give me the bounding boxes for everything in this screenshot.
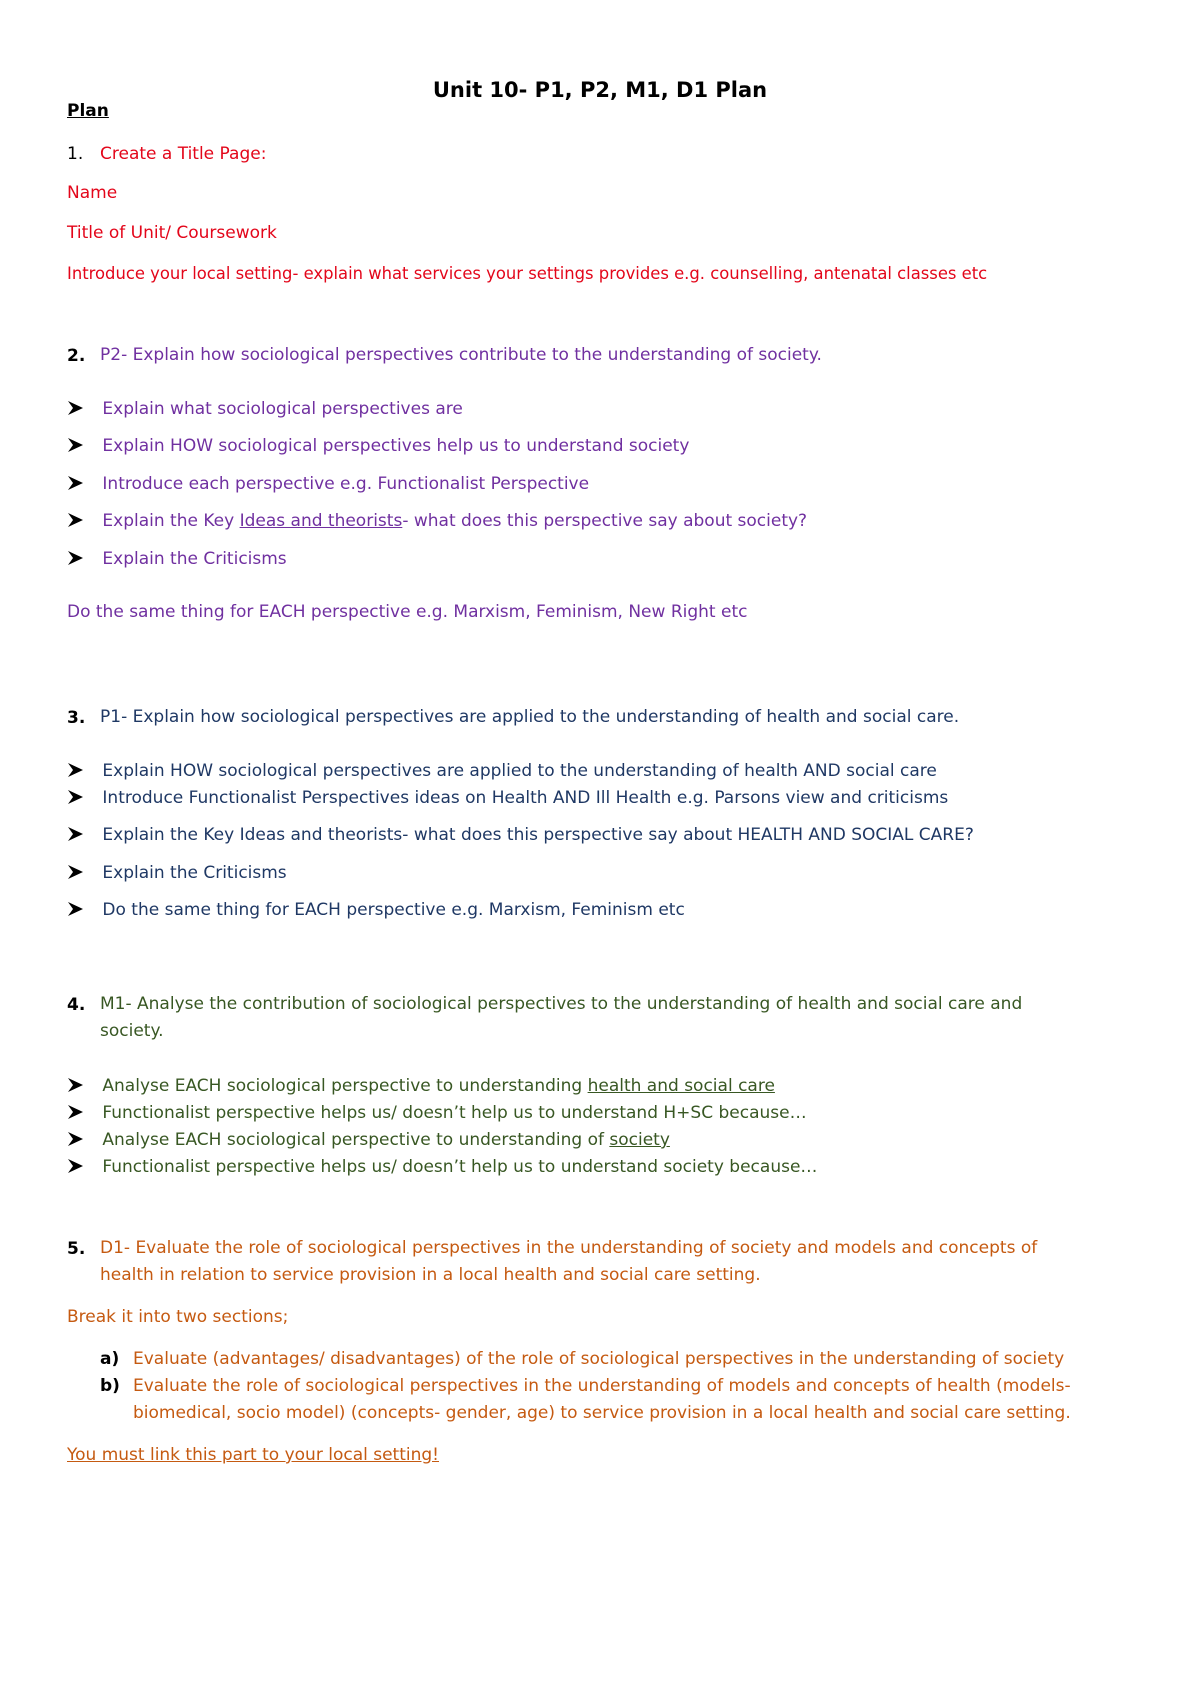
list-label-b: b) — [100, 1376, 120, 1396]
bullet-text: Explain the Key — [102, 511, 240, 531]
section-3-heading: P1- Explain how sociological perspectives are applied to the understanding of health and social care. — [100, 707, 960, 727]
arrowhead-bullet-icon — [67, 1077, 85, 1093]
section-2-footer: Do the same thing for EACH perspective e.g. Marxism, Feminism, New Right etc — [67, 602, 748, 622]
arrowhead-bullet-icon — [67, 762, 85, 778]
arrowhead-bullet-icon — [67, 550, 85, 566]
arrowhead-bullet-icon — [67, 400, 85, 416]
arrowhead-bullet-icon — [67, 789, 85, 805]
plan-heading-text: Plan — [67, 101, 109, 121]
bullet-text: Do the same thing for EACH perspective e.g. Marxism, Feminism etc — [102, 900, 685, 920]
document-title: Unit 10- P1, P2, M1, D1 Plan — [432, 78, 768, 102]
section-5-number: 5. — [67, 1239, 86, 1259]
section-3-bullet — [67, 900, 685, 920]
section-3-number: 3. — [67, 708, 86, 728]
arrowhead-bullet-icon — [67, 901, 85, 917]
bullet-text: Explain HOW sociological perspectives are applied to the understanding of health AND social care — [102, 761, 937, 781]
arrowhead-bullet-icon — [67, 512, 85, 528]
section-5-item-b-continued: biomedical, socio model) (concepts- gender, age) to service provision in a local health and social care setting. — [133, 1403, 1071, 1423]
section-4-bullet — [67, 1157, 817, 1177]
section-2-bullet — [67, 474, 589, 494]
bullet-text: Explain what sociological perspectives are — [102, 399, 463, 419]
arrowhead-bullet-icon — [67, 864, 85, 880]
section-5-heading-continued: health in relation to service provision in a local health and social care setting. — [100, 1265, 761, 1285]
section-4-bullet — [67, 1076, 775, 1096]
bullet-text: - what does this perspective say about society? — [402, 511, 808, 531]
section-2-bullet — [67, 549, 287, 569]
section-4-number: 4. — [67, 995, 86, 1015]
section-3-bullet — [67, 788, 948, 808]
list-label-a: a) — [100, 1349, 120, 1369]
section-4-heading: M1- Analyse the contribution of sociological perspectives to the understanding of health and social care and — [100, 994, 1023, 1014]
bullet-text: Introduce each perspective e.g. Functionalist Perspective — [102, 474, 590, 494]
section-1-heading: Create a Title Page: — [100, 144, 267, 164]
section-5-footer — [67, 1445, 439, 1465]
section-5-footer-text: You must link this part to your local setting! — [67, 1445, 439, 1465]
section-3-bullet — [67, 863, 287, 883]
underlined-text: society — [609, 1130, 670, 1150]
bullet-text: Functionalist perspective helps us/ doesn’t help us to understand society because… — [102, 1157, 818, 1177]
section-5-heading: D1- Evaluate the role of sociological perspectives in the understanding of society and models and concepts of — [100, 1238, 1038, 1258]
arrowhead-bullet-icon — [67, 1131, 85, 1147]
arrowhead-bullet-icon — [67, 1158, 85, 1174]
arrowhead-bullet-icon — [67, 437, 85, 453]
section-4-bullet — [67, 1130, 670, 1150]
section-2-bullet — [67, 399, 463, 419]
bullet-text: Explain HOW sociological perspectives help us to understand society — [102, 436, 690, 456]
arrowhead-bullet-icon — [67, 826, 85, 842]
section-1-number: 1. — [67, 144, 84, 164]
arrowhead-bullet-icon — [67, 1104, 85, 1120]
section-5-item-b: Evaluate the role of sociological perspectives in the understanding of models and concepts of health (models- — [133, 1376, 1071, 1396]
section-1-line: Name — [67, 183, 118, 203]
bullet-text: Functionalist perspective helps us/ doesn’t help us to understand H+SC because… — [102, 1103, 807, 1123]
section-2-number: 2. — [67, 346, 86, 366]
bullet-text: Analyse EACH sociological perspective to understanding of — [102, 1130, 610, 1150]
bullet-text: Introduce Functionalist Perspectives ideas on Health AND Ill Health e.g. Parsons view and criticisms — [102, 788, 949, 808]
bullet-text: Explain the Criticisms — [102, 863, 287, 883]
section-4-heading-continued: society. — [100, 1021, 164, 1041]
bullet-text: Analyse EACH sociological perspective to understanding — [102, 1076, 588, 1096]
plan-heading — [67, 101, 109, 121]
section-1-line: Title of Unit/ Coursework — [67, 223, 277, 243]
section-1-line: Introduce your local setting- explain what services your settings provides e.g. counselling, antenatal classes etc — [67, 264, 988, 283]
bullet-text: Explain the Key Ideas and theorists- what does this perspective say about HEALTH AND SOCIAL CARE? — [102, 825, 974, 845]
underlined-text: health and social care — [587, 1076, 775, 1096]
section-2-bullet — [67, 511, 807, 531]
section-5-intro: Break it into two sections; — [67, 1307, 289, 1327]
section-3-bullet — [67, 825, 974, 845]
section-2-heading: P2- Explain how sociological perspectives contribute to the understanding of society. — [100, 345, 822, 365]
section-2-bullet — [67, 436, 689, 456]
underlined-text: Ideas and theorists — [239, 511, 403, 531]
bullet-text: Explain the Criticisms — [102, 549, 287, 569]
arrowhead-bullet-icon — [67, 475, 85, 491]
section-3-bullet — [67, 761, 937, 781]
section-4-bullet — [67, 1103, 807, 1123]
section-5-item-a: Evaluate (advantages/ disadvantages) of the role of sociological perspectives in the understanding of society — [133, 1349, 1065, 1369]
